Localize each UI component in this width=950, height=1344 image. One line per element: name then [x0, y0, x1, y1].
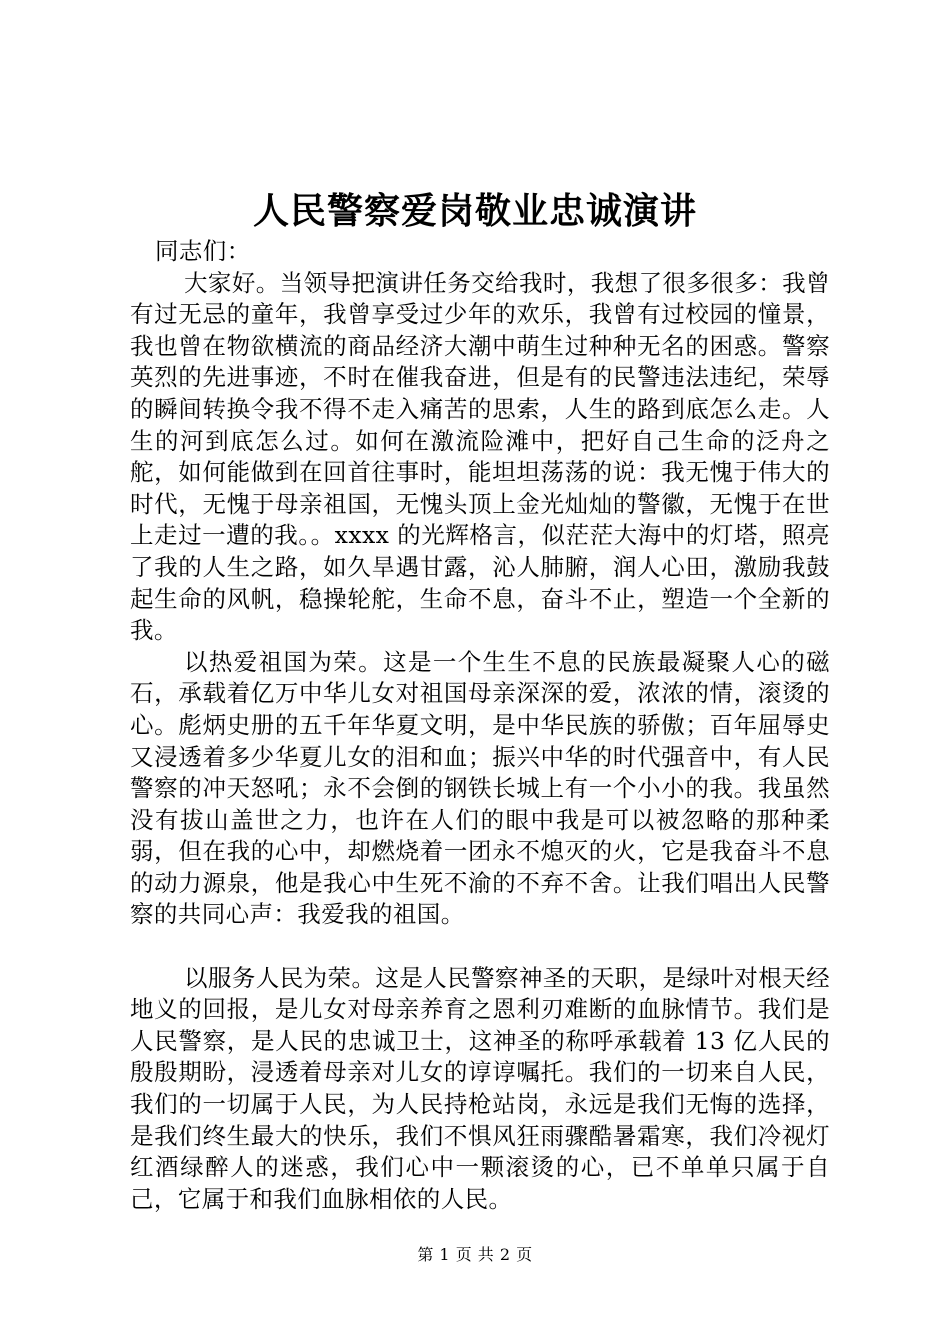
document-body: [130, 236, 830, 1215]
paragraph-intro: 大家好。当领导把演讲任务交给我时，我想了很多很多：我曾有过无忌的童年，我曾享受过少年的欢乐，我曾有过校园的憧景，我也曾在物欲横流的商品经济大潮中萌生过种种无名的困惑。警察英烈的先进事迹，不时在催我奋进，但是有的民警违法违纪，荣辱的瞬间转换令我不得不走入痛苦的思索，人生的路到底怎么走。人生的河到底怎么过。如何在激流险滩中，把好自己生命的泛舟之舵，如何能做到在回首往事时，能坦坦荡荡的说：我无愧于伟大的时代，无愧于母亲祖国，无愧头顶上金光灿灿的警徽，无愧于在世上走过一遭的我。。xxxx 的光辉格言，似茫茫大海中的灯塔，照亮了我的人生之路，如久旱遇甘露，沁人肺腑，润人心田，激励我鼓起生命的风帆，稳操轮舵，生命不息，奋斗不止，塑造一个全新的我。: [130, 268, 830, 645]
paragraph-love-country: 以热爱祖国为荣。这是一个生生不息的民族最凝聚人心的磁石，承载着亿万中华儿女对祖国母亲深深的爱，浓浓的情，滚烫的心。彪炳史册的五千年华夏文明，是中华民族的骄傲；百年屈辱史又浸透着多少华夏儿女的泪和血；振兴中华的时代强音中，有人民警察的冲天怒吼；永不会倒的钢铁长城上有一个小小的我。我虽然没有拔山盖世之力，也许在人们的眼中我是可以被忽略的那种柔弱，但在我的心中，却燃烧着一团永不熄灭的火，它是我奋斗不息的动力源泉，他是我心中生死不渝的不弃不舍。让我们唱出人民警察的共同心声：我爱我的祖国。: [130, 647, 830, 929]
document-title: 人民警察爱岗敬业忠诚演讲: [252, 190, 697, 232]
page-footer: 第 1 页 共 2 页: [417, 1245, 533, 1264]
paragraph-spacer: [130, 931, 830, 963]
paragraph-serve-people: 以服务人民为荣。这是人民警察神圣的天职，是绿叶对根天经地义的回报，是儿女对母亲养育之恩利刃难断的血脉情节。我们是人民警察，是人民的忠诚卫士，这神圣的称呼承载着 13 亿人民的殷殷期盼，浸透着母亲对儿女的谆谆嘱托。我们的一切来自人民，我们的一切属于人民，为人民持枪站岗，永远是我们无悔的选择，是我们终生最大的快乐，我们不惧风狂雨骤酷暑霜寒，我们冷视灯红酒绿醉人的迷惑，我们心中一颗滚烫的心，已不单单只属于自己，它属于和我们血脉相依的人民。: [130, 963, 830, 1213]
greeting: 同志们：: [155, 237, 251, 265]
